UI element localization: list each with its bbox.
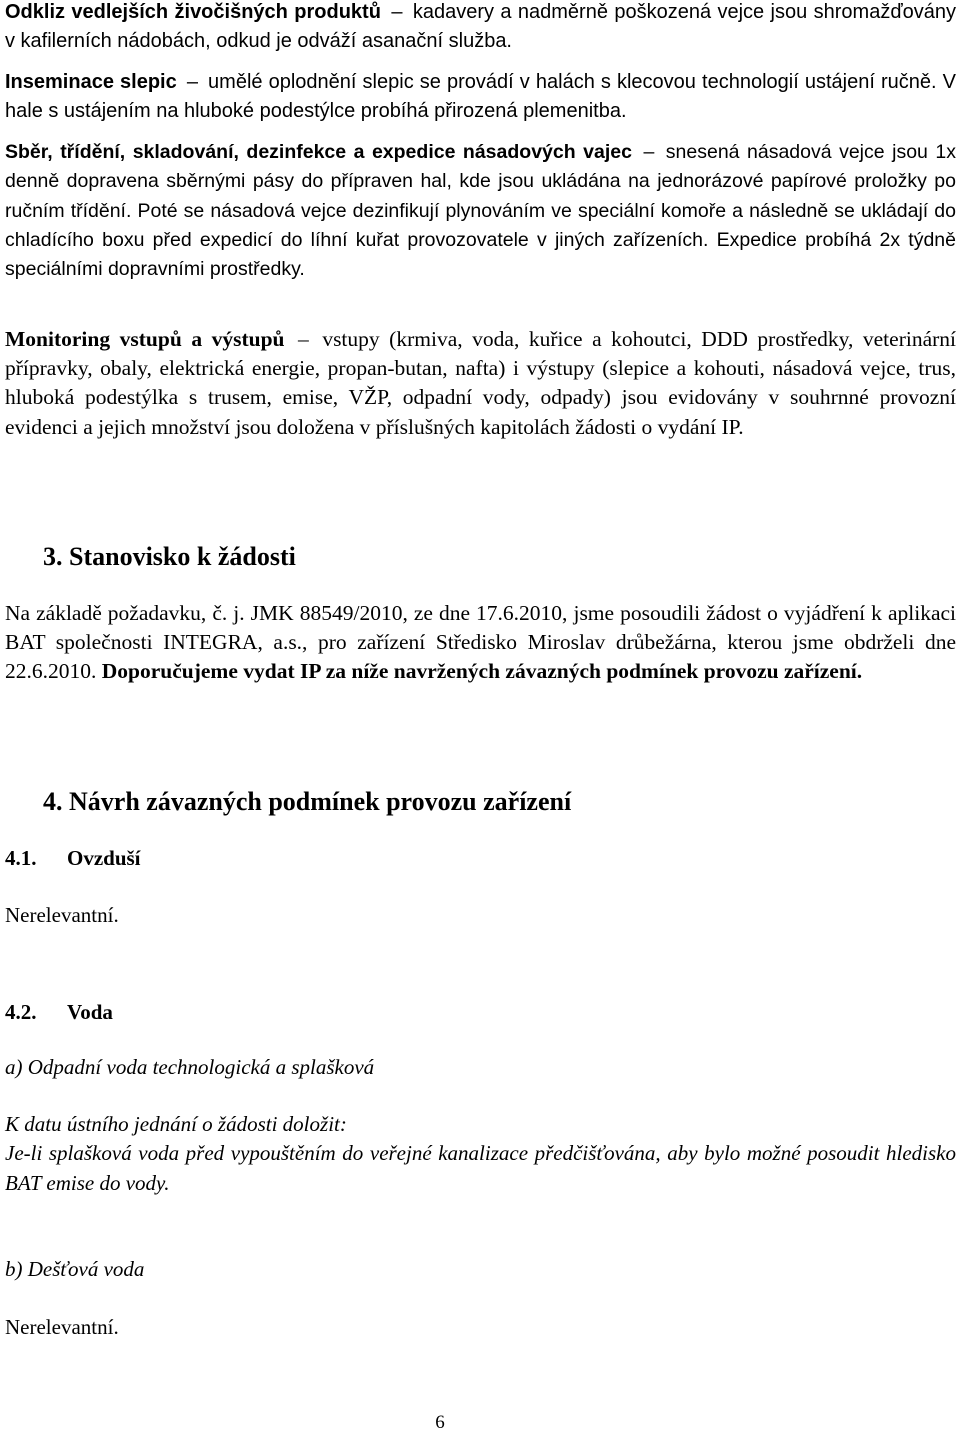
dash: –: [298, 327, 309, 351]
paragraph-odkliz-heading: Odkliz vedlejších živočišných produktů: [5, 1, 381, 23]
section-4-2-heading: [5, 998, 113, 1027]
dash: –: [391, 1, 403, 23]
section-4-2-b-title: b) Dešťová voda: [5, 1257, 145, 1281]
section-3-paragraph: [5, 599, 956, 687]
section-4-title: 4. Návrh závazných podmínek provozu zařízení: [43, 787, 572, 816]
section-4-1-text: Nerelevantní.: [5, 903, 119, 927]
section-4-1-heading: [5, 844, 141, 873]
dash: –: [186, 71, 198, 93]
section-4-2-title: Voda: [67, 1000, 113, 1024]
page-number: 6: [435, 1412, 445, 1433]
paragraph-sber-heading: Sběr, třídění, skladování, dezinfekce a expedice násadových vajec: [5, 141, 632, 163]
section-3-title: 3. Stanovisko k žádosti: [43, 542, 296, 571]
paragraph-sber: [5, 138, 956, 284]
paragraph-monitoring-heading: Monitoring vstupů a výstupů: [5, 327, 285, 351]
paragraph-odkliz-text: kadavery a nadměrně poškozená vejce jsou shromažďovány v kafilerních nádobách, odkud je odváží asanační služba.: [5, 1, 956, 53]
section-3-text: Na základě požadavku, č. j. JMK 88549/2010, ze dne 17.6.2010, jsme posoudili žádost o vyjádření k aplikaci BAT společnosti INTEGRA, a.s., pro zařízení Středisko Miroslav drůbežárna, kterou jsme obdrželi dne 22.6.2010.: [5, 601, 956, 684]
paragraph-inseminace-heading: Inseminace slepic: [5, 71, 177, 93]
section-4-1-title: Ovzduší: [67, 846, 141, 870]
paragraph-odkliz: [5, 0, 956, 56]
paragraph-monitoring-text: vstupy (krmiva, voda, kuřice a kohoutci, DDD prostředky, veterinární přípravky, obaly, elektrická energie, propan-butan, nafta) i výstupy (slepice a kohouti, násadová vejce, trus, hluboká podestýlka s trusem, emise, VŽP, odpadní vody, odpady) jsou evidovány v souhrnné provozní evidenci a jejich množství jsou doložena v příslušných kapitolách žádosti o vydání IP.: [5, 327, 956, 439]
section-3-recommendation: Doporučujeme vydat IP za níže navržených závazných podmínek provozu zařízení.: [101, 659, 863, 684]
dash: –: [643, 141, 655, 163]
paragraph-monitoring: [5, 325, 956, 442]
section-4-2-number: 4.2.: [5, 1000, 37, 1024]
paragraph-inseminace: [5, 68, 956, 126]
section-4-2-note-title: K datu ústního jednání o žádosti doložit:: [5, 1112, 347, 1136]
section-4-1-number: 4.1.: [5, 846, 37, 870]
paragraph-inseminace-text: umělé oplodnění slepic se provádí v halách s klecovou technologií ustájení ručně. V hale s ustájením na hluboké podestýlce probíhá přirozená plemenitba.: [5, 71, 956, 123]
section-4-2-note-text: Je-li splašková voda před vypouštěním do veřejné kanalizace předčišťována, aby bylo možné posoudit hledisko BAT emise do vody.: [5, 1141, 956, 1195]
section-4-2-a-title: a) Odpadní voda technologická a splašková: [5, 1055, 375, 1079]
section-4-2-b-text: Nerelevantní.: [5, 1315, 119, 1339]
paragraph-sber-text: snesená násadová vejce jsou 1x denně dopravena sběrnými pásy do přípraven hal, kde jsou ukládána na jednorázové papírové proložky po ručním třídění. Poté se násadová vejce dezinfikují plynováním ve speciální komoře a následně se ukládají do chladícího boxu před expedicí do líhní kuřat provozovatele v jiných zařízeních. Expedice probíhá 2x týdně speciálními dopravními prostředky.: [5, 141, 956, 281]
